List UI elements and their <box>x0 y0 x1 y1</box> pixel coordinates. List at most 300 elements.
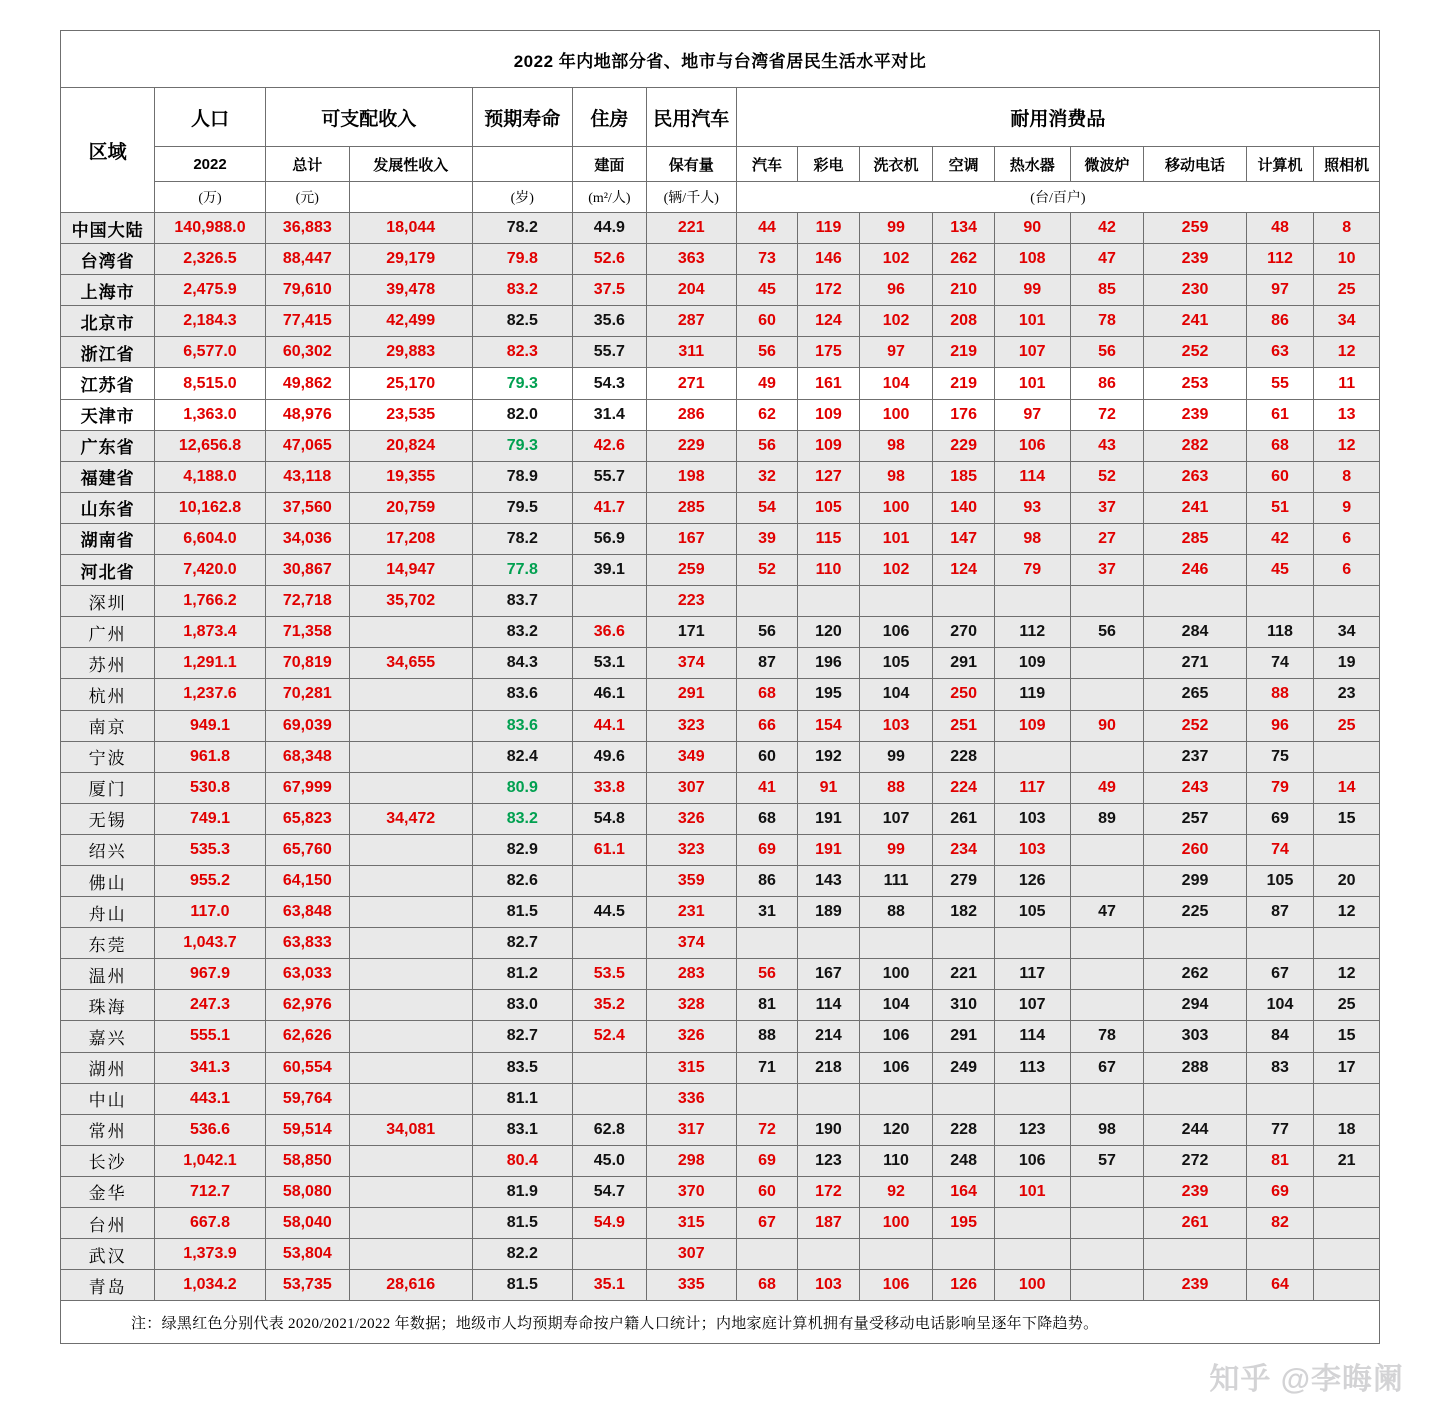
cell: 102 <box>859 244 933 275</box>
cell <box>736 928 797 959</box>
cell: 1,043.7 <box>155 928 266 959</box>
cell: 109 <box>994 648 1070 679</box>
cell: 246 <box>1144 555 1246 586</box>
cell: 195 <box>933 1208 994 1239</box>
cell: 67 <box>736 1208 797 1239</box>
cell <box>1314 1208 1380 1239</box>
footer-note-row <box>61 1301 1380 1344</box>
cell: 45 <box>736 275 797 306</box>
column-header-computer: 计算机 <box>1246 147 1314 182</box>
column-header-mobile-phone: 移动电话 <box>1144 147 1246 182</box>
cell: 63,033 <box>265 959 349 990</box>
cell <box>933 1239 994 1270</box>
cell: 374 <box>646 648 736 679</box>
cell: 712.7 <box>155 1176 266 1207</box>
cell <box>798 928 859 959</box>
cell: 328 <box>646 990 736 1021</box>
cell: 88 <box>1246 679 1314 710</box>
cell: 62,976 <box>265 990 349 1021</box>
cell: 81.5 <box>472 1270 572 1301</box>
cell: 261 <box>1144 1208 1246 1239</box>
cell <box>572 928 646 959</box>
cell: 191 <box>798 834 859 865</box>
cell: 272 <box>1144 1145 1246 1176</box>
cell: 99 <box>859 213 933 244</box>
cell: 99 <box>994 275 1070 306</box>
cell: 106 <box>994 1145 1070 1176</box>
header-sub-row <box>61 147 1380 182</box>
cell: 54.9 <box>572 1208 646 1239</box>
cell <box>859 1239 933 1270</box>
cell: 265 <box>1144 679 1246 710</box>
cell: 370 <box>646 1176 736 1207</box>
cell: 58,040 <box>265 1208 349 1239</box>
column-header-color-tv: 彩电 <box>798 147 859 182</box>
cell: 46.1 <box>572 679 646 710</box>
cell: 104 <box>859 368 933 399</box>
cell: 311 <box>646 337 736 368</box>
column-header-pop-2022: 2022 <box>155 147 266 182</box>
header-unit-row <box>61 182 1380 213</box>
cell: 109 <box>798 399 859 430</box>
row-region-name: 台州 <box>61 1208 155 1239</box>
cell: 79,610 <box>265 275 349 306</box>
cell: 34,081 <box>349 1114 472 1145</box>
cell: 77,415 <box>265 306 349 337</box>
cell: 82.4 <box>472 741 572 772</box>
cell: 68,348 <box>265 741 349 772</box>
cell: 172 <box>798 1176 859 1207</box>
row-region-name: 河北省 <box>61 555 155 586</box>
cell: 228 <box>933 741 994 772</box>
cell <box>933 1083 994 1114</box>
cell: 118 <box>1246 617 1314 648</box>
cell: 252 <box>1144 710 1246 741</box>
cell <box>1070 1176 1144 1207</box>
cell: 98 <box>994 523 1070 554</box>
cell: 45 <box>1246 555 1314 586</box>
cell: 100 <box>859 492 933 523</box>
cell: 37.5 <box>572 275 646 306</box>
cell: 77 <box>1246 1114 1314 1145</box>
table-row <box>61 1052 1380 1083</box>
cell: 67,999 <box>265 772 349 803</box>
cell: 81 <box>736 990 797 1021</box>
cell <box>349 741 472 772</box>
cell: 112 <box>994 617 1070 648</box>
row-region-name: 青岛 <box>61 1270 155 1301</box>
cell: 127 <box>798 461 859 492</box>
cell: 271 <box>646 368 736 399</box>
cell: 12 <box>1314 897 1380 928</box>
table-row <box>61 306 1380 337</box>
cell: 536.6 <box>155 1114 266 1145</box>
cell: 53.1 <box>572 648 646 679</box>
header-group-row <box>61 88 1380 147</box>
cell <box>349 1052 472 1083</box>
cell: 105 <box>1246 865 1314 896</box>
cell: 530.8 <box>155 772 266 803</box>
row-region-name: 深圳 <box>61 586 155 617</box>
cell: 83.6 <box>472 679 572 710</box>
cell: 54.8 <box>572 803 646 834</box>
cell: 52 <box>1070 461 1144 492</box>
cell: 70,281 <box>265 679 349 710</box>
cell: 56 <box>1070 337 1144 368</box>
cell: 60 <box>736 741 797 772</box>
cell: 65,760 <box>265 834 349 865</box>
cell: 260 <box>1144 834 1246 865</box>
cell: 6 <box>1314 523 1380 554</box>
cell: 82.2 <box>472 1239 572 1270</box>
cell <box>859 928 933 959</box>
cell <box>1246 586 1314 617</box>
cell: 72 <box>736 1114 797 1145</box>
cell: 39.1 <box>572 555 646 586</box>
cell: 161 <box>798 368 859 399</box>
cell: 55.7 <box>572 337 646 368</box>
cell: 14,947 <box>349 555 472 586</box>
cell: 28,616 <box>349 1270 472 1301</box>
cell: 2,184.3 <box>155 306 266 337</box>
cell: 72,718 <box>265 586 349 617</box>
cell: 20,824 <box>349 430 472 461</box>
cell: 8,515.0 <box>155 368 266 399</box>
table-row <box>61 368 1380 399</box>
cell: 192 <box>798 741 859 772</box>
cell: 59,764 <box>265 1083 349 1114</box>
cell: 113 <box>994 1052 1070 1083</box>
row-region-name: 嘉兴 <box>61 1021 155 1052</box>
cell: 81 <box>1246 1145 1314 1176</box>
cell: 56 <box>736 959 797 990</box>
cell: 83.0 <box>472 990 572 1021</box>
cell: 243 <box>1144 772 1246 803</box>
cell: 8 <box>1314 461 1380 492</box>
cell: 117 <box>994 959 1070 990</box>
cell: 54.3 <box>572 368 646 399</box>
cell: 198 <box>646 461 736 492</box>
cell: 48 <box>1246 213 1314 244</box>
cell: 15 <box>1314 1021 1380 1052</box>
cell <box>349 1145 472 1176</box>
cell: 29,883 <box>349 337 472 368</box>
cell: 64 <box>1246 1270 1314 1301</box>
cell: 100 <box>859 959 933 990</box>
cell: 80.9 <box>472 772 572 803</box>
cell: 55.7 <box>572 461 646 492</box>
cell: 101 <box>994 306 1070 337</box>
cell: 167 <box>646 523 736 554</box>
cell: 82.5 <box>472 306 572 337</box>
cell: 42,499 <box>349 306 472 337</box>
cell: 23 <box>1314 679 1380 710</box>
cell: 78.2 <box>472 213 572 244</box>
cell: 63 <box>1246 337 1314 368</box>
cell: 35.1 <box>572 1270 646 1301</box>
cell: 75 <box>1246 741 1314 772</box>
cell: 2,326.5 <box>155 244 266 275</box>
cell: 204 <box>646 275 736 306</box>
cell: 73 <box>736 244 797 275</box>
cell <box>349 834 472 865</box>
cell: 223 <box>646 586 736 617</box>
cell: 61.1 <box>572 834 646 865</box>
cell: 123 <box>994 1114 1070 1145</box>
cell: 61 <box>1246 399 1314 430</box>
cell: 189 <box>798 897 859 928</box>
cell: 97 <box>994 399 1070 430</box>
cell: 58,080 <box>265 1176 349 1207</box>
cell: 119 <box>994 679 1070 710</box>
cell: 71,358 <box>265 617 349 648</box>
row-region-name: 江苏省 <box>61 368 155 399</box>
cell: 143 <box>798 865 859 896</box>
cell: 299 <box>1144 865 1246 896</box>
cell: 41.7 <box>572 492 646 523</box>
cell <box>349 710 472 741</box>
row-region-name: 珠海 <box>61 990 155 1021</box>
cell: 262 <box>1144 959 1246 990</box>
cell: 106 <box>859 617 933 648</box>
cell: 44.1 <box>572 710 646 741</box>
cell: 92 <box>859 1176 933 1207</box>
cell: 6,577.0 <box>155 337 266 368</box>
cell: 341.3 <box>155 1052 266 1083</box>
cell: 967.9 <box>155 959 266 990</box>
cell: 208 <box>933 306 994 337</box>
cell: 221 <box>933 959 994 990</box>
cell: 291 <box>933 1021 994 1052</box>
cell: 298 <box>646 1145 736 1176</box>
cell: 287 <box>646 306 736 337</box>
cell <box>349 897 472 928</box>
cell: 31.4 <box>572 399 646 430</box>
row-region-name: 福建省 <box>61 461 155 492</box>
cell <box>572 1083 646 1114</box>
cell <box>1144 928 1246 959</box>
cell: 110 <box>798 555 859 586</box>
column-header-region: 区域 <box>61 88 155 213</box>
cell: 88 <box>859 897 933 928</box>
cell: 294 <box>1144 990 1246 1021</box>
cell <box>798 1083 859 1114</box>
column-group-disposable-income: 可支配收入 <box>265 88 472 147</box>
column-header-income-total: 总计 <box>265 147 349 182</box>
row-region-name: 上海市 <box>61 275 155 306</box>
column-header-air-conditioner: 空调 <box>933 147 994 182</box>
cell: 239 <box>1144 244 1246 275</box>
cell: 12 <box>1314 430 1380 461</box>
cell: 100 <box>859 399 933 430</box>
cell: 326 <box>646 1021 736 1052</box>
cell <box>1070 1239 1144 1270</box>
cell: 69 <box>1246 803 1314 834</box>
cell <box>994 1208 1070 1239</box>
row-region-name: 东莞 <box>61 928 155 959</box>
cell: 1,363.0 <box>155 399 266 430</box>
row-region-name: 湖南省 <box>61 523 155 554</box>
cell: 79.8 <box>472 244 572 275</box>
cell: 253 <box>1144 368 1246 399</box>
cell: 175 <box>798 337 859 368</box>
cell: 1,034.2 <box>155 1270 266 1301</box>
cell: 83.5 <box>472 1052 572 1083</box>
unit-durable-goods: (台/百户) <box>736 182 1379 213</box>
column-group-population: 人口 <box>155 88 266 147</box>
table-row <box>61 648 1380 679</box>
table-row <box>61 213 1380 244</box>
cell: 67 <box>1070 1052 1144 1083</box>
cell: 30,867 <box>265 555 349 586</box>
cell: 18,044 <box>349 213 472 244</box>
cell: 82.3 <box>472 337 572 368</box>
cell: 65,823 <box>265 803 349 834</box>
cell: 164 <box>933 1176 994 1207</box>
cell <box>1070 928 1144 959</box>
column-group-housing: 住房 <box>572 88 646 147</box>
cell: 225 <box>1144 897 1246 928</box>
unit-population: (万) <box>155 182 266 213</box>
cell: 10 <box>1314 244 1380 275</box>
cell: 102 <box>859 555 933 586</box>
cell: 25 <box>1314 275 1380 306</box>
cell <box>349 1021 472 1052</box>
cell: 81.5 <box>472 1208 572 1239</box>
cell: 62.8 <box>572 1114 646 1145</box>
cell: 44.5 <box>572 897 646 928</box>
cell: 172 <box>798 275 859 306</box>
page-title: 2022 年内地部分省、地市与台湾省居民生活水平对比 <box>61 31 1380 88</box>
cell: 106 <box>859 1052 933 1083</box>
cell: 237 <box>1144 741 1246 772</box>
cell: 109 <box>798 430 859 461</box>
table-row <box>61 523 1380 554</box>
cell: 323 <box>646 834 736 865</box>
cell: 109 <box>994 710 1070 741</box>
cell: 124 <box>933 555 994 586</box>
table-row <box>61 244 1380 275</box>
cell: 81.2 <box>472 959 572 990</box>
zhihu-watermark: 知乎 @李晦阑 <box>1209 1363 1404 1396</box>
cell: 11 <box>1314 368 1380 399</box>
cell: 323 <box>646 710 736 741</box>
cell: 69 <box>1246 1176 1314 1207</box>
cell: 107 <box>994 990 1070 1021</box>
column-header-water-heater: 热水器 <box>994 147 1070 182</box>
table-row <box>61 1083 1380 1114</box>
cell: 79.5 <box>472 492 572 523</box>
cell: 10,162.8 <box>155 492 266 523</box>
cell: 67 <box>1246 959 1314 990</box>
table-header <box>61 31 1380 213</box>
cell: 126 <box>933 1270 994 1301</box>
cell: 60,302 <box>265 337 349 368</box>
cell: 97 <box>859 337 933 368</box>
cell <box>736 586 797 617</box>
cell: 63,848 <box>265 897 349 928</box>
cell: 96 <box>1246 710 1314 741</box>
cell: 78 <box>1070 306 1144 337</box>
row-region-name: 广州 <box>61 617 155 648</box>
cell: 85 <box>1070 275 1144 306</box>
cell: 82.6 <box>472 865 572 896</box>
cell: 182 <box>933 897 994 928</box>
cell: 359 <box>646 865 736 896</box>
cell: 279 <box>933 865 994 896</box>
row-region-name: 常州 <box>61 1114 155 1145</box>
row-region-name: 北京市 <box>61 306 155 337</box>
column-header-car: 汽车 <box>736 147 797 182</box>
cell: 749.1 <box>155 803 266 834</box>
cell: 82.7 <box>472 1021 572 1052</box>
cell: 49.6 <box>572 741 646 772</box>
cell: 56 <box>1070 617 1144 648</box>
cell: 104 <box>1246 990 1314 1021</box>
row-region-name: 山东省 <box>61 492 155 523</box>
cell: 82.9 <box>472 834 572 865</box>
cell: 103 <box>994 834 1070 865</box>
cell: 286 <box>646 399 736 430</box>
cell: 68 <box>1246 430 1314 461</box>
cell: 86 <box>1070 368 1144 399</box>
cell <box>349 1239 472 1270</box>
cell: 257 <box>1144 803 1246 834</box>
cell: 77.8 <box>472 555 572 586</box>
cell: 114 <box>798 990 859 1021</box>
cell: 291 <box>646 679 736 710</box>
cell: 69 <box>736 1145 797 1176</box>
cell: 34 <box>1314 617 1380 648</box>
cell <box>572 1239 646 1270</box>
cell: 102 <box>859 306 933 337</box>
column-header-income-development: 发展性收入 <box>349 147 472 182</box>
cell: 78 <box>1070 1021 1144 1052</box>
cell: 56.9 <box>572 523 646 554</box>
cell: 228 <box>933 1114 994 1145</box>
cell: 98 <box>859 430 933 461</box>
column-header-microwave: 微波炉 <box>1070 147 1144 182</box>
cell: 96 <box>859 275 933 306</box>
cell: 44 <box>736 213 797 244</box>
cell: 315 <box>646 1208 736 1239</box>
cell <box>736 1083 797 1114</box>
cell: 83 <box>1246 1052 1314 1083</box>
cell <box>1070 990 1144 1021</box>
cell: 252 <box>1144 337 1246 368</box>
cell: 191 <box>798 803 859 834</box>
cell: 1,873.4 <box>155 617 266 648</box>
table-row <box>61 399 1380 430</box>
cell: 98 <box>1070 1114 1144 1145</box>
cell: 101 <box>994 1176 1070 1207</box>
row-region-name: 天津市 <box>61 399 155 430</box>
row-region-name: 南京 <box>61 710 155 741</box>
cell: 101 <box>994 368 1070 399</box>
cell: 126 <box>994 865 1070 896</box>
cell: 25 <box>1314 990 1380 1021</box>
cell: 21 <box>1314 1145 1380 1176</box>
cell: 214 <box>798 1021 859 1052</box>
cell: 41 <box>736 772 797 803</box>
table-row <box>61 803 1380 834</box>
cell <box>1314 1083 1380 1114</box>
cell: 335 <box>646 1270 736 1301</box>
cell: 230 <box>1144 275 1246 306</box>
cell: 282 <box>1144 430 1246 461</box>
cell: 239 <box>1144 1270 1246 1301</box>
cell: 55 <box>1246 368 1314 399</box>
